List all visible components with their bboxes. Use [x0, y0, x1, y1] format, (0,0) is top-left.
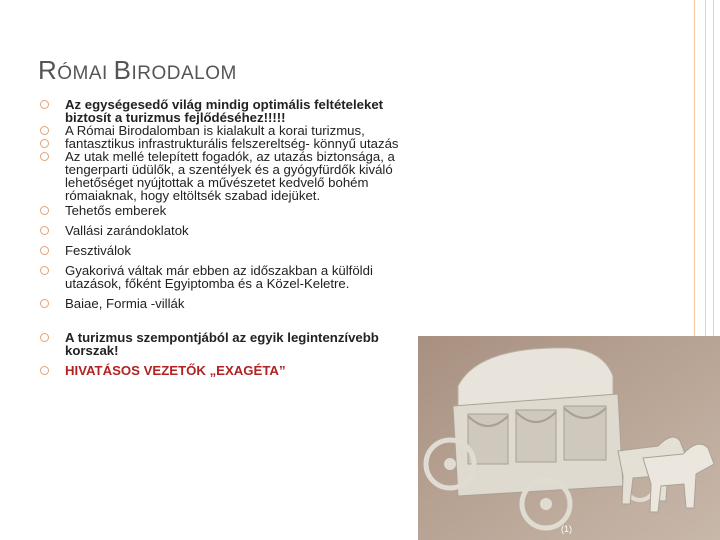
bullet-icon	[40, 366, 49, 375]
bullet-item: Tehetős emberek	[40, 204, 420, 217]
bullet-item: Az egységesedő világ mindig optimális feltételeket biztosít a turizmus fejlődéséhez!!!!!	[40, 98, 420, 124]
roman-carriage-photo	[418, 336, 720, 540]
bullet-item: Gyakorivá váltak már ebben az időszakban a külföldi utazások, főként Egyiptomba és a Közel-Keletre.	[40, 264, 420, 290]
title-initial-r: R	[38, 55, 58, 85]
bullet-list	[40, 98, 420, 377]
bullet-icon	[40, 126, 49, 135]
title-initial-b: B	[113, 55, 132, 85]
bullet-icon	[40, 139, 49, 148]
bullet-item: Az utak mellé telepített fogadók, az utazás biztonsága, a tengerparti üdülők, a szentélyek és a gyógyfürdők kiváló lehetőséget nyújtottak a művészetet kedvelő bohém rómaiaknak, hogy eltöltsék szabad idejüket.	[40, 150, 420, 202]
bullet-icon	[40, 206, 49, 215]
bullet-icon	[40, 266, 49, 275]
bullet-icon	[40, 226, 49, 235]
carriage-illustration	[418, 336, 720, 540]
bullet-item: HIVATÁSOS VEZETŐK „EXAGÉTA”	[40, 364, 420, 377]
slide-title	[38, 55, 237, 86]
bullet-icon	[40, 299, 49, 308]
bullet-icon	[40, 333, 49, 342]
bullet-item: Fesztiválok	[40, 244, 420, 257]
bullet-icon	[40, 100, 49, 109]
title-rest-1: ÓMAI	[57, 63, 114, 84]
bullet-item: A Római Birodalomban is kialakult a korai turizmus,	[40, 124, 420, 137]
title-rest-2: IRODALOM	[131, 63, 237, 84]
bullet-item: Baiae, Formia -villák	[40, 297, 420, 310]
bullet-icon	[40, 152, 49, 161]
bullet-item: fantasztikus infrastrukturális felszereltség- könnyű utazás	[40, 137, 420, 150]
bullet-item: A turizmus szempontjából az egyik legintenzívebb korszak!	[40, 331, 420, 357]
bullet-item: Vallási zarándoklatok	[40, 224, 420, 237]
image-caption: (1)	[561, 524, 572, 534]
bullet-icon	[40, 246, 49, 255]
